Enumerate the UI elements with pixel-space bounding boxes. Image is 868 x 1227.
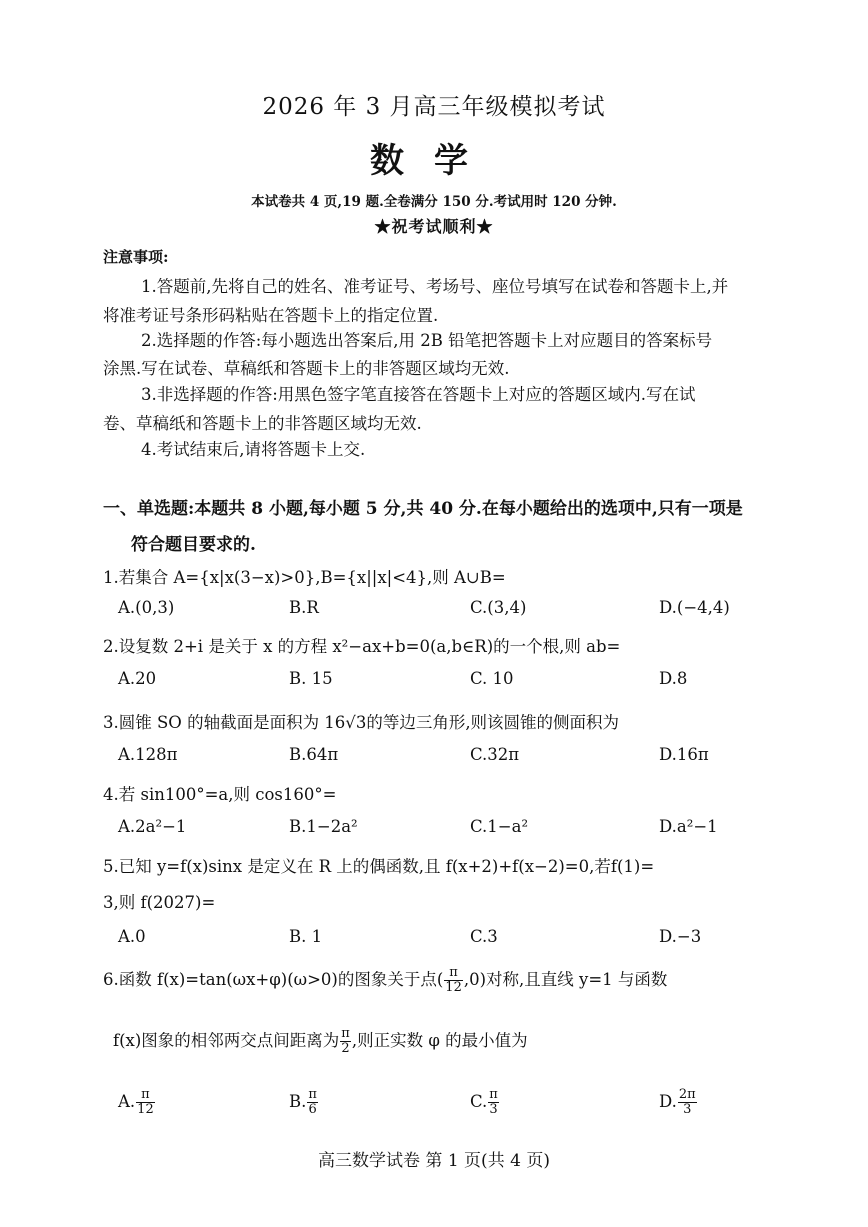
q1-option-b: B.R [289, 598, 319, 617]
page-footer: 高三数学试卷 第 1 页(共 4 页) [318, 1151, 550, 1171]
q6-option-b [289, 1088, 319, 1117]
denominator: 3 [683, 1102, 692, 1117]
section-heading: 一、单选题:本题共 8 小题,每小题 5 分,共 40 分.在每小题给出的选项中,只有一项是 [103, 499, 743, 519]
q1-option-a: A.(0,3) [118, 598, 175, 617]
denominator: 6 [308, 1102, 317, 1117]
fraction [488, 1088, 499, 1117]
notice-line: 4.考试结束后,请将答题卡上交. [141, 440, 366, 459]
denominator: 12 [445, 980, 462, 995]
numerator: π [489, 1087, 498, 1102]
notice-line: 卷、草稿纸和答题卡上的非答题区域均无效. [103, 414, 422, 433]
fraction [444, 966, 463, 995]
numerator: π [308, 1087, 317, 1102]
q3-option-b: B.64π [289, 745, 339, 764]
question-5-stem-cont: 3,则 f(2027)= [103, 893, 216, 912]
question-2-stem: 2.设复数 2+i 是关于 x 的方程 x²−ax+b=0(a,b∈R)的一个根,则 ab= [103, 637, 621, 656]
q1-option-d: D.(−4,4) [659, 598, 730, 617]
fraction [307, 1088, 318, 1117]
q2-option-d: D.8 [659, 669, 688, 688]
q6-text: 6.函数 f(x)=tan(ωx+φ)(ω>0)的图象关于点( [103, 970, 444, 989]
numerator: π [341, 1026, 350, 1041]
q6-text: ,则正实数 φ 的最小值为 [351, 1031, 528, 1050]
q3-option-d: D.16π [659, 745, 709, 764]
q2-option-b: B. 15 [289, 669, 333, 688]
notice-line: 3.非选择题的作答:用黑色签字笔直接答在答题卡上对应的答题区域内.写在试 [141, 385, 696, 404]
subject-title: 数学 [370, 141, 498, 181]
q2-option-c: C. 10 [470, 669, 514, 688]
q3-option-a: A.128π [118, 745, 178, 764]
numerator: π [444, 966, 463, 981]
good-luck-banner: ★祝考试顺利★ [374, 217, 494, 236]
q4-option-a: A.2a²−1 [118, 817, 187, 836]
denominator: 12 [137, 1102, 154, 1117]
q3-option-c: C.32π [470, 745, 520, 764]
fraction [340, 1027, 351, 1056]
denominator: 2 [341, 1041, 350, 1056]
numerator: π [136, 1088, 155, 1103]
numerator: 2π [678, 1087, 696, 1102]
option-label: B. [289, 1092, 307, 1111]
q5-option-a: A.0 [118, 927, 146, 946]
fraction [678, 1088, 697, 1117]
notice-title: 注意事项: [103, 248, 169, 266]
denominator: 3 [489, 1102, 498, 1117]
q5-option-c: C.3 [470, 927, 498, 946]
notice-line: 1.答题前,先将自己的姓名、准考证号、考场号、座位号填写在试卷和答题卡上,并 [141, 277, 729, 296]
question-6-stem [103, 966, 667, 995]
q6-text: f(x)图象的相邻两交点间距离为 [113, 1031, 340, 1050]
option-label: C. [470, 1092, 488, 1111]
exam-title: 2026 年 3 月高三年级模拟考试 [262, 94, 606, 120]
question-3-stem: 3.圆锥 SO 的轴截面是面积为 16√3的等边三角形,则该圆锥的侧面积为 [103, 713, 620, 732]
q4-option-d: D.a²−1 [659, 817, 718, 836]
question-4-stem: 4.若 sin100°=a,则 cos160°= [103, 785, 337, 804]
q2-option-a: A.20 [118, 669, 157, 688]
notice-line: 2.选择题的作答:每小题选出答案后,用 2B 铅笔把答题卡上对应题目的答案标号 [141, 331, 713, 350]
question-6-stem-cont [113, 1027, 528, 1056]
option-label: A. [118, 1092, 136, 1111]
notice-line: 将准考证号条形码粘贴在答题卡上的指定位置. [103, 306, 439, 325]
section-heading-cont: 符合题目要求的. [131, 535, 256, 555]
fraction [136, 1088, 155, 1117]
q1-option-c: C.(3,4) [470, 598, 527, 617]
q6-text: ,0)对称,且直线 y=1 与函数 [463, 970, 668, 989]
q4-option-c: C.1−a² [470, 817, 529, 836]
question-1-stem: 1.若集合 A={x|x(3−x)>0},B={x||x|<4},则 A∪B= [103, 568, 506, 587]
exam-info: 本试卷共 4 页,19 题.全卷满分 150 分.考试用时 120 分钟. [251, 194, 617, 210]
q6-option-c [470, 1088, 500, 1117]
q6-option-a [118, 1088, 156, 1117]
q5-option-d: D.−3 [659, 927, 702, 946]
question-5-stem: 5.已知 y=f(x)sinx 是定义在 R 上的偶函数,且 f(x+2)+f(x−2)=0,若f(1)= [103, 857, 655, 876]
option-label: D. [659, 1092, 677, 1111]
q5-option-b: B. 1 [289, 927, 323, 946]
q4-option-b: B.1−2a² [289, 817, 358, 836]
notice-line: 涂黑.写在试卷、草稿纸和答题卡上的非答题区域均无效. [103, 359, 510, 378]
q6-option-d [659, 1088, 698, 1117]
